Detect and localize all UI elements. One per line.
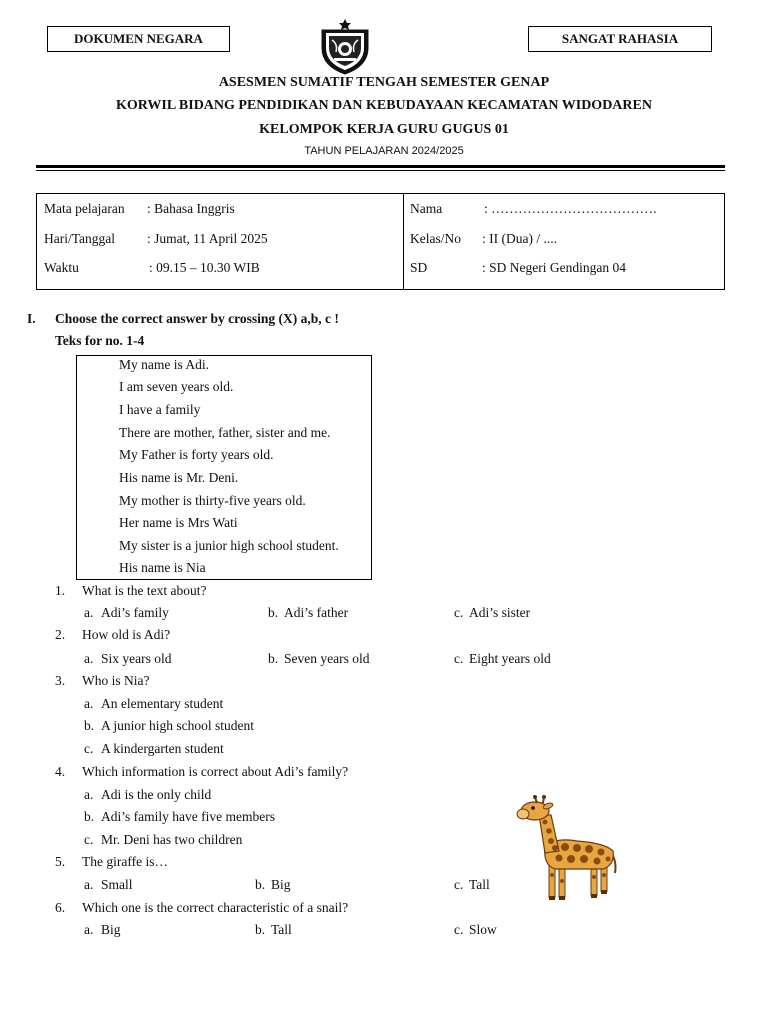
passage-line: My Father is forty years old. [119, 447, 274, 462]
option-text[interactable]: Seven years old [284, 651, 370, 666]
passage-label: Teks for no. 1-4 [55, 333, 145, 348]
option-text[interactable]: Adi’s family [101, 605, 169, 620]
date-value: : Jumat, 11 April 2025 [147, 231, 268, 246]
time-value: : 09.15 – 10.30 WIB [149, 260, 260, 275]
date-label: Hari/Tanggal [44, 231, 116, 246]
option-text[interactable]: Adi’s father [284, 605, 349, 620]
option-text[interactable]: A junior high school student [101, 718, 254, 733]
subject-label: Mata pelajaran [44, 201, 125, 216]
option-letter[interactable]: c. [454, 651, 464, 666]
passage-line: My sister is a junior high school student. [119, 538, 339, 553]
organization-title: KORWIL BIDANG PENDIDIKAN DAN KEBUDAYAAN KECAMATAN WIDODAREN [116, 98, 652, 113]
option-letter[interactable]: b. [268, 605, 279, 620]
option-letter[interactable]: a. [84, 877, 94, 892]
question-text: Who is Nia? [82, 673, 150, 688]
question-number: 2. [55, 627, 66, 642]
option-text[interactable]: Eight years old [469, 651, 551, 666]
option-text[interactable]: Big [101, 922, 121, 937]
passage-line: Her name is Mrs Wati [119, 515, 238, 530]
option-letter[interactable]: b. [255, 922, 266, 937]
option-letter[interactable]: c. [454, 605, 464, 620]
option-text[interactable]: A kindergarten student [101, 741, 224, 756]
option-letter[interactable]: a. [84, 651, 94, 666]
section-number: I. [27, 311, 36, 326]
question-number: 6. [55, 900, 66, 915]
exam-info-table [36, 193, 725, 290]
school-label: SD [410, 260, 428, 275]
option-text[interactable]: Tall [271, 922, 292, 937]
exam-title: ASESMEN SUMATIF TENGAH SEMESTER GENAP [218, 75, 550, 90]
option-letter[interactable]: c. [84, 741, 94, 756]
subject-value: : Bahasa Inggris [147, 201, 235, 216]
passage-line: My mother is thirty-five years old. [119, 493, 306, 508]
question-text: How old is Adi? [82, 627, 171, 642]
option-text[interactable]: Mr. Deni has two children [101, 832, 243, 847]
question-text: What is the text about? [82, 583, 207, 598]
secrecy-label: SANGAT RAHASIA [528, 26, 712, 52]
header-rule-thin [36, 170, 725, 171]
option-letter[interactable]: b. [84, 809, 95, 824]
document-class-label: DOKUMEN NEGARA [47, 26, 230, 52]
passage-line: I have a family [119, 402, 201, 417]
option-letter[interactable]: c. [454, 877, 464, 892]
question-number: 3. [55, 673, 66, 688]
option-text[interactable]: An elementary student [101, 696, 224, 711]
option-letter[interactable]: c. [84, 832, 94, 847]
option-letter[interactable]: a. [84, 696, 94, 711]
question-number: 1. [55, 583, 66, 598]
school-value: : SD Negeri Gendingan 04 [482, 260, 626, 275]
option-text[interactable]: Slow [469, 922, 497, 937]
class-label: Kelas/No [410, 231, 461, 246]
option-letter[interactable]: b. [84, 718, 95, 733]
question-number: 4. [55, 764, 66, 779]
option-letter[interactable]: b. [268, 651, 279, 666]
option-text[interactable]: Adi’s sister [469, 605, 531, 620]
header-rule-thick [36, 165, 725, 168]
option-text[interactable]: Tall [469, 877, 490, 892]
option-text[interactable]: Big [271, 877, 291, 892]
option-letter[interactable]: b. [255, 877, 266, 892]
regency-emblem-icon [318, 18, 372, 76]
option-letter[interactable]: a. [84, 922, 94, 937]
reading-passage [76, 355, 372, 580]
question-number: 5. [55, 854, 66, 869]
option-letter[interactable]: a. [84, 605, 94, 620]
section-instruction: Choose the correct answer by crossing (X) a,b, c ! [55, 311, 339, 326]
academic-year: TAHUN PELAJARAN 2024/2025 [304, 145, 464, 157]
question-text: Which information is correct about Adi’s family? [82, 764, 349, 779]
passage-line: There are mother, father, sister and me. [119, 425, 331, 440]
group-title: KELOMPOK KERJA GURU GUGUS 01 [259, 122, 509, 137]
question-text: The giraffe is… [82, 854, 168, 869]
name-value: : ………………………………. [484, 201, 657, 216]
option-text[interactable]: Six years old [101, 651, 172, 666]
time-label: Waktu [44, 260, 79, 275]
passage-line: My name is Adi. [119, 357, 209, 372]
option-letter[interactable]: c. [454, 922, 464, 937]
info-divider [403, 194, 404, 289]
class-value: : II (Dua) / .... [482, 231, 557, 246]
question-text: Which one is the correct characteristic of a snail? [82, 900, 349, 915]
passage-line: I am seven years old. [119, 379, 234, 394]
passage-line: His name is Nia [119, 560, 206, 575]
option-text[interactable]: Small [101, 877, 133, 892]
giraffe-illustration [515, 795, 619, 905]
passage-line: His name is Mr. Deni. [119, 470, 239, 485]
option-text[interactable]: Adi’s family have five members [101, 809, 275, 824]
option-text[interactable]: Adi is the only child [101, 787, 212, 802]
name-label: Nama [410, 201, 443, 216]
option-letter[interactable]: a. [84, 787, 94, 802]
